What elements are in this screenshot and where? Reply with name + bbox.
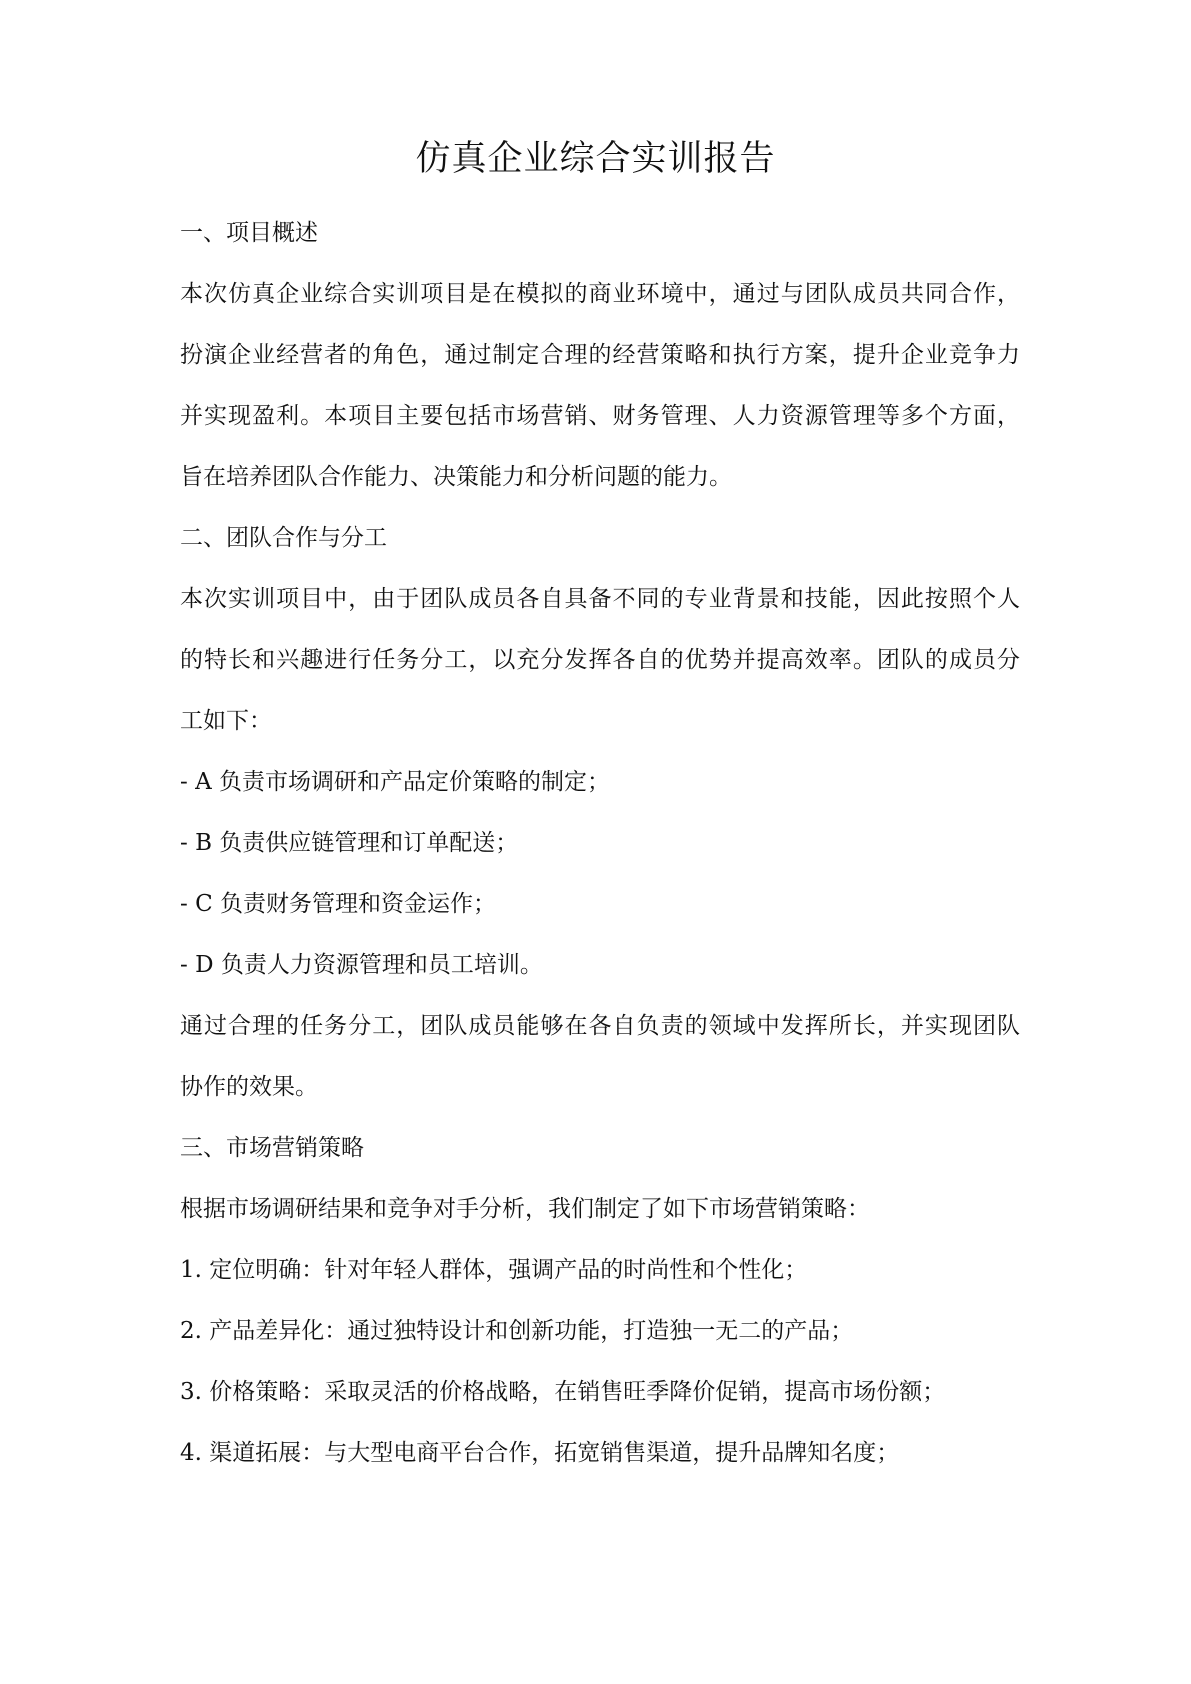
- list-item: 4. 渠道拓展：与大型电商平台合作，拓宽销售渠道，提升品牌知名度；: [180, 1440, 900, 1466]
- list-item: 3. 价格策略：采取灵活的价格战略，在销售旺季降价促销，提高市场份额；: [180, 1379, 946, 1405]
- list-item: - B 负责供应链管理和订单配送；: [180, 830, 519, 856]
- paragraph-line: 通过合理的任务分工，团队成员能够在各自负责的领域中发挥所长，并实现团队: [180, 1013, 1020, 1039]
- list-item: 1. 定位明确：针对年轻人群体，强调产品的时尚性和个性化；: [180, 1257, 808, 1283]
- paragraph-line: 的特长和兴趣进行任务分工，以充分发挥各自的优势并提高效率。团队的成员分: [180, 647, 1020, 673]
- paragraph-line: 本次实训项目中，由于团队成员各自具备不同的专业背景和技能，因此按照个人: [180, 586, 1020, 612]
- paragraph-line: 并实现盈利。本项目主要包括市场营销、财务管理、人力资源管理等多个方面，: [180, 403, 1020, 429]
- paragraph-line: 扮演企业经营者的角色，通过制定合理的经营策略和执行方案，提升企业竞争力: [180, 342, 1020, 368]
- paragraph-line: 协作的效果。: [180, 1074, 318, 1100]
- list-item: - A 负责市场调研和产品定价策略的制定；: [180, 769, 611, 795]
- document-title: 仿真企业综合实训报告: [415, 139, 776, 179]
- section-heading-overview: 一、项目概述: [180, 220, 318, 246]
- paragraph-line: 旨在培养团队合作能力、决策能力和分析问题的能力。: [180, 464, 732, 490]
- section-heading-teamwork: 二、团队合作与分工: [180, 525, 387, 551]
- paragraph-line: 根据市场调研结果和竞争对手分析，我们制定了如下市场营销策略：: [180, 1196, 870, 1222]
- paragraph-line: 本次仿真企业综合实训项目是在模拟的商业环境中，通过与团队成员共同合作，: [180, 281, 1020, 307]
- section-heading-marketing: 三、市场营销策略: [180, 1135, 364, 1161]
- list-item: 2. 产品差异化：通过独特设计和创新功能，打造独一无二的产品；: [180, 1318, 854, 1344]
- list-item: - C 负责财务管理和资金运作；: [180, 891, 496, 917]
- paragraph-line: 工如下：: [180, 708, 272, 734]
- list-item: - D 负责人力资源管理和员工培训。: [180, 952, 543, 978]
